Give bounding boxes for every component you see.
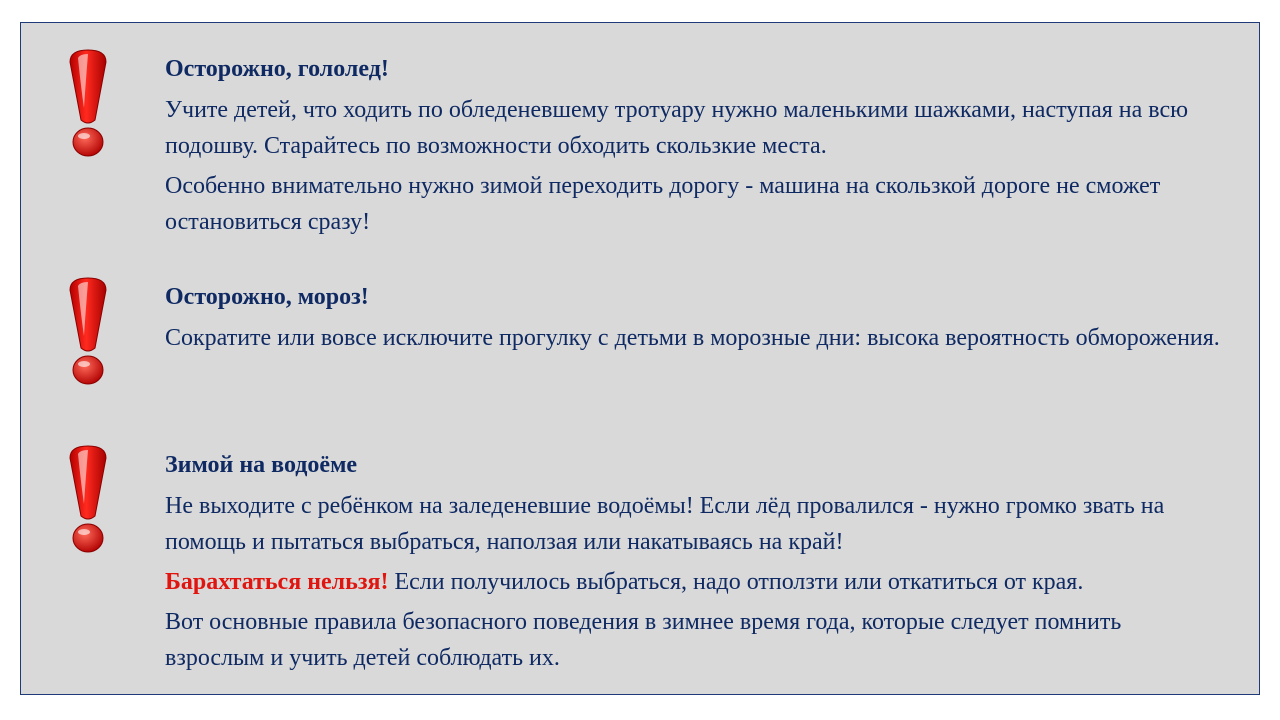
closing-paragraph: Вот основные правила безопасного поведения в зимнее время года, которые следует помнить взрослым и учить детей соблюдать их. — [165, 609, 1122, 671]
section-heading: Осторожно, мороз! — [165, 284, 369, 310]
warning-emphasis: Барахтаться нельзя! — [165, 569, 389, 595]
warning-paragraph — [165, 564, 1225, 600]
section-paragraph: Учите детей, что ходить по обледеневшему тротуару нужно маленькими шажками, наступая на всю подошву. Старайтесь по возможности обходить скользкие места. — [165, 97, 1189, 159]
exclamation-icon — [64, 48, 112, 160]
section-heading: Зимой на водоёме — [165, 452, 358, 478]
exclamation-icon — [64, 276, 112, 388]
warning-text: Если получилось выбраться, надо отползти или откатиться от края. — [388, 569, 1084, 595]
section-ice — [165, 54, 1225, 244]
section-paragraph: Не выходите с ребёнком на заледеневшие водоёмы! Если лёд провалился - нужно громко звать на помощь и пытаться выбраться, наползая или накатываясь на край! — [165, 493, 1165, 555]
section-heading: Осторожно, гололед! — [165, 56, 389, 82]
section-paragraph: Сократите или вовсе исключите прогулку с детьми в морозные дни: высока вероятность обморожения. — [165, 325, 1220, 351]
section-water — [165, 450, 1225, 680]
section-frost — [165, 282, 1225, 360]
section-paragraph: Особенно внимательно нужно зимой переходить дорогу - машина на скользкой дороге не сможет остановиться сразу! — [165, 173, 1161, 235]
exclamation-icon — [64, 444, 112, 556]
